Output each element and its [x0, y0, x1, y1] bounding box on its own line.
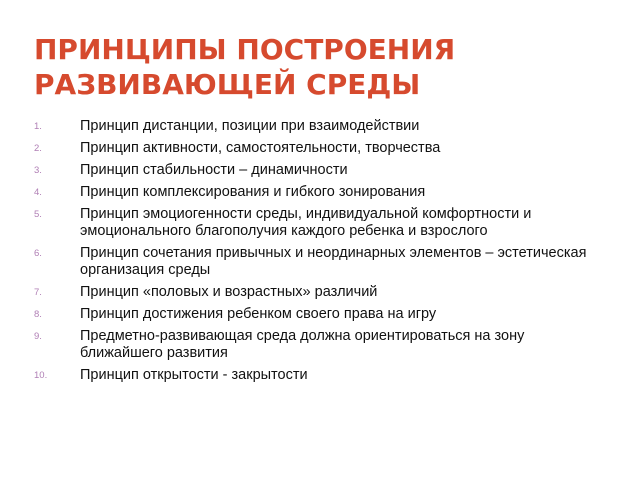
list-item	[34, 245, 594, 279]
item-text: Принцип дистанции, позиции при взаимодействии	[80, 118, 420, 134]
list-item	[34, 140, 594, 157]
list-item	[34, 367, 594, 384]
list-item	[34, 306, 594, 323]
list-item	[34, 328, 594, 362]
list-item	[34, 284, 594, 301]
item-text: Принцип стабильности – динамичности	[80, 162, 348, 178]
item-number: 8.	[34, 309, 42, 320]
item-text: Принцип сочетания привычных и неординарных элементов – эстетическая организация среды	[80, 245, 587, 278]
list-item	[34, 184, 594, 201]
list-item	[34, 206, 594, 240]
title-line-2: РАЗВИВАЮЩЕЙ СРЕДЫ	[34, 68, 421, 101]
item-number: 5.	[34, 209, 42, 220]
item-number: 1.	[34, 121, 42, 132]
item-text: Предметно-развивающая среда должна ориентироваться на зону ближайшего развития	[80, 328, 525, 361]
list-item	[34, 162, 594, 179]
title-line-1: ПРИНЦИПЫ ПОСТРОЕНИЯ	[34, 33, 456, 66]
slide-title	[34, 32, 614, 102]
item-text: Принцип открытости - закрытости	[80, 367, 308, 383]
item-text: Принцип достижения ребенком своего права на игру	[80, 306, 437, 322]
item-number: 9.	[34, 331, 42, 342]
item-text: Принцип комплексирования и гибкого зонирования	[80, 184, 426, 200]
item-number: 2.	[34, 143, 42, 154]
item-text: Принцип эмоциогенности среды, индивидуальной комфортности и эмоционального благополучия каждого ребенка и взрослого	[80, 206, 532, 239]
item-text: Принцип активности, самостоятельности, творчества	[80, 140, 441, 156]
item-number: 10.	[34, 370, 48, 381]
list-item	[34, 118, 594, 135]
item-number: 4.	[34, 187, 42, 198]
item-number: 3.	[34, 165, 42, 176]
item-text: Принцип «половых и возрастных» различий	[80, 284, 378, 300]
item-number: 7.	[34, 287, 42, 298]
item-number: 6.	[34, 248, 42, 259]
principles-list	[34, 118, 594, 389]
